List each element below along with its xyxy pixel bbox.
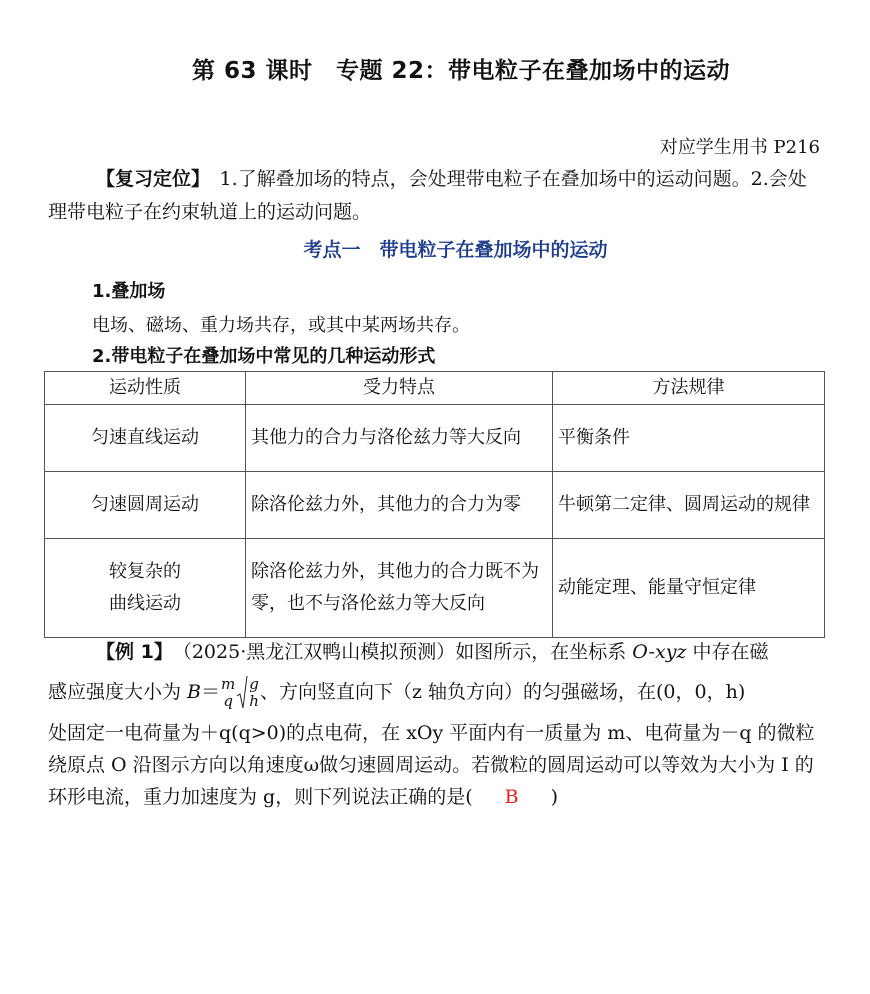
square-root [236,676,260,710]
table-cell: 除洛伦兹力外，其他力的合力为零 [246,472,553,539]
fraction-denominator: q [223,692,233,710]
review-tag: 【复习定位】 [96,168,201,190]
field-symbol: B [187,681,202,703]
table-cell: 匀速圆周运动 [45,472,246,539]
table-header-row [45,372,825,405]
reference-page: 对应学生用书 P216 [659,137,820,158]
review-text: 1.了解叠加场的特点，会处理带电粒子在叠加场中的运动问题。2.会处理带电粒子在约束轨道上的运动问题。 [48,168,807,223]
example-text: 中存在磁 [686,641,769,663]
table-cell: 匀速直线运动 [45,405,246,472]
example-line-1 [48,636,823,669]
table-row [45,472,825,539]
table-cell: 较复杂的 曲线运动 [45,539,246,638]
example-tag: 【例 1】 [96,641,164,663]
answer-text: B [504,786,519,808]
fraction-numerator: m [221,675,236,693]
example-line-2 [48,676,823,710]
coordinate-system: O-xyz [632,641,687,663]
table-row [45,539,825,638]
fraction [221,676,235,710]
subsection-heading: 2.带电粒子在叠加场中常见的几种运动形式 [92,346,436,367]
table-cell: 动能定理、能量守恒定律 [553,539,825,638]
equals-sign: ＝ [201,681,221,703]
fraction-denominator: h [249,692,259,710]
fraction-numerator: g [249,675,259,693]
radical-sign-icon [236,674,248,712]
table-cell: 牛顿第二定律、圆周运动的规律 [553,472,825,539]
example-text: 、方向竖直向下（z 轴负方向）的匀强磁场，在(0，0，h) [259,681,746,703]
column-header: 运动性质 [45,372,246,405]
example-source: （2025·黑龙江双鸭山模拟预测）如图所示，在坐标系 [163,641,633,663]
section-heading: 考点一 带电粒子在叠加场中的运动 [303,239,608,261]
table-cell: 平衡条件 [553,405,825,472]
closing-paren: ) [550,786,559,808]
table-cell: 除洛伦兹力外，其他力的合力既不为零，也不与洛伦兹力等大反向 [246,539,553,638]
example-text: 感应强度大小为 [48,681,188,703]
motion-table [44,371,825,638]
example-body [48,717,823,813]
sqrt-fraction [249,676,259,710]
column-header: 受力特点 [246,372,553,405]
table-cell: 其他力的合力与洛伦兹力等大反向 [246,405,553,472]
table-row [45,405,825,472]
page-title: 第 63 课时 专题 22：带电粒子在叠加场中的运动 [191,58,731,84]
review-paragraph [48,163,823,229]
subsection-heading: 1.叠加场 [92,281,166,302]
example-text: 处固定一电荷量为＋q(q>0)的点电荷，在 xOy 平面内有一质量为 m、电荷量为－q 的微粒绕原点 O 沿图示方向以角速度ω做匀速圆周运动。若微粒的圆周运动可以等效为大小为 I 的环形电流，重力加速度为 g，则下列说法正确的是( [48,722,815,808]
column-header: 方法规律 [553,372,825,405]
subsection-text: 电场、磁场、重力场共存，或其中某两场共存。 [92,315,470,336]
